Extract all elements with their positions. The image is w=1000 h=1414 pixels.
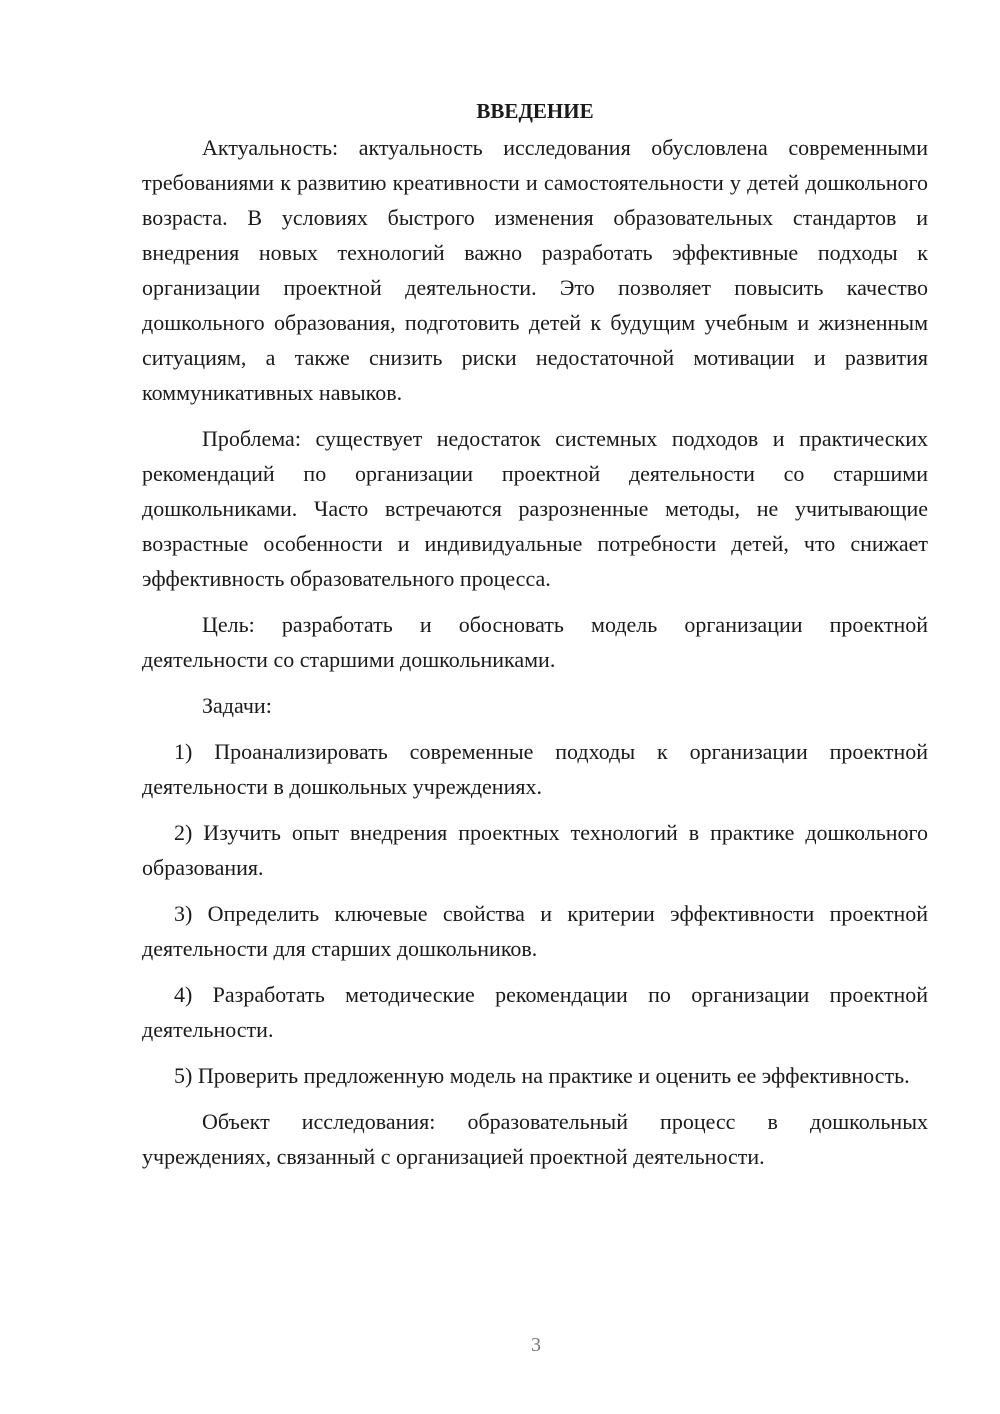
research-object-paragraph: Объект исследования: образовательный процесс в дошкольных учреждениях, связанный с организацией проектной деятельности. — [142, 1109, 928, 1169]
goal-paragraph: Цель: разработать и обосновать модель организации проектной деятельности со старшими дошкольниками. — [142, 612, 928, 672]
page-title: ВВЕДЕНИЕ — [476, 99, 594, 123]
task-item: 1) Проанализировать современные подходы к организации проектной деятельности в дошкольных учреждениях. — [142, 739, 928, 799]
document-page — [142, 92, 928, 1174]
task-item: 3) Определить ключевые свойства и критерии эффективности проектной деятельности для старших дошкольников. — [142, 901, 928, 961]
task-item: 4) Разработать методические рекомендации по организации проектной деятельности. — [142, 982, 928, 1042]
tasks-heading: Задачи: — [202, 693, 272, 718]
page-number: 3 — [531, 1334, 541, 1356]
task-item: 2) Изучить опыт внедрения проектных технологий в практике дошкольного образования. — [142, 820, 928, 880]
problem-paragraph: Проблема: существует недостаток системных подходов и практических рекомендаций по организации проектной деятельности со старшими дошкольниками. Часто встречаются разрозненные методы, не учитывающие возрастные особенности и индивидуальные потребности детей, что снижает эффективность образовательного процесса. — [142, 426, 928, 591]
task-item: 5) Проверить предложенную модель на практике и оценить ее эффективность. — [174, 1063, 910, 1088]
relevance-paragraph: Актуальность: актуальность исследования обусловлена современными требованиями к развитию креативности и самостоятельности у детей дошкольного возраста. В условиях быстрого изменения образовательных стандартов и внедрения новых технологий важно разработать эффективные подходы к организации проектной деятельности. Это позволяет повысить качество дошкольного образования, подготовить детей к будущим учебным и жизненным ситуациям, а также снизить риски недостаточной мотивации и развития коммуникативных навыков. — [142, 135, 928, 405]
